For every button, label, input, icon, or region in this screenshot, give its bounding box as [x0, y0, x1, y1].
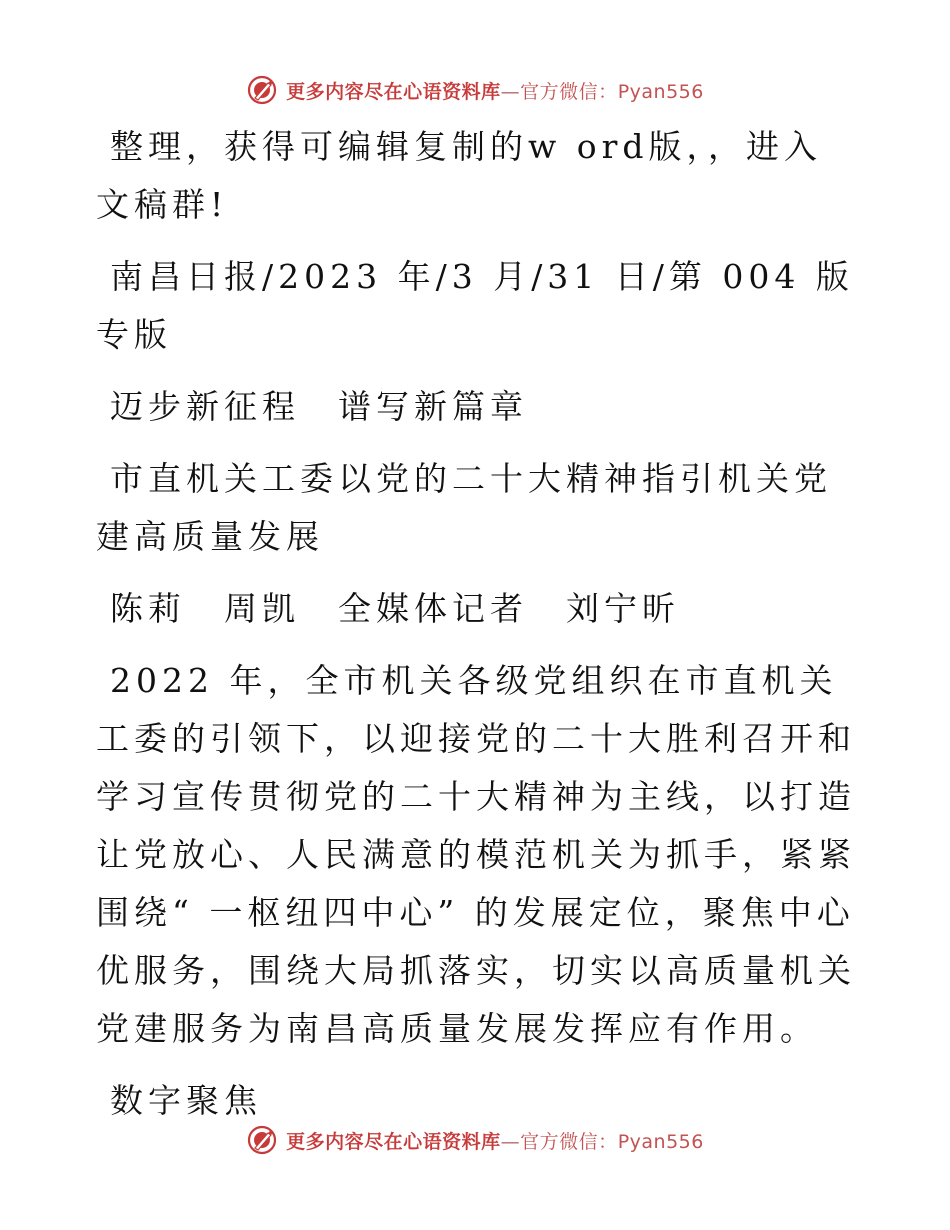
article-body-paragraph: 2022 年，全市机关各级党组织在市直机关工委的引领下，以迎接党的二十大胜利召开和学习宣传贯彻党的二十大精神为主线，以打造让党放心、人民满意的模范机关为抓手，紧紧围绕“ 一枢纽四中心” 的发展定位，聚焦中心优服务，围绕大局抓落实，切实以高质量机关党建服务为南昌高质量发展发挥应有作用。 [96, 661, 856, 1048]
watermark-wechat-id: Pyan556 [617, 1130, 704, 1153]
watermark-main-text: 更多内容尽在心语资料库 [286, 80, 501, 103]
watermark-separator: — [500, 80, 521, 103]
document-body [96, 118, 856, 1144]
watermark-separator: — [500, 1130, 521, 1153]
footer-watermark [0, 1120, 950, 1160]
header-watermark [0, 70, 950, 110]
watermark-wechat-label: 官方微信： [520, 80, 618, 103]
watermark-main-text: 更多内容尽在心语资料库 [286, 1130, 501, 1153]
article-headline: 迈步新征程 谱写新篇章 [110, 387, 528, 426]
article-subheadline: 市直机关工委以党的二十大精神指引机关党建高质量发展 [96, 459, 832, 556]
watermark-wechat-label: 官方微信： [520, 1130, 618, 1153]
pen-logo-icon [246, 74, 278, 106]
article-byline: 陈莉 周凯 全媒体记者 刘宁昕 [110, 589, 680, 628]
intro-paragraph: 整理，获得可编辑复制的w ord版，，进入文稿群! [96, 127, 823, 224]
pen-logo-icon [246, 1124, 278, 1156]
section-heading: 数字聚焦 [110, 1081, 262, 1120]
watermark-wechat-id: Pyan556 [617, 80, 704, 103]
source-line: 南昌日报/2023 年/3 月/31 日/第 004 版专版 [96, 257, 854, 354]
watermark-text [286, 77, 704, 104]
watermark-text [286, 1127, 704, 1154]
